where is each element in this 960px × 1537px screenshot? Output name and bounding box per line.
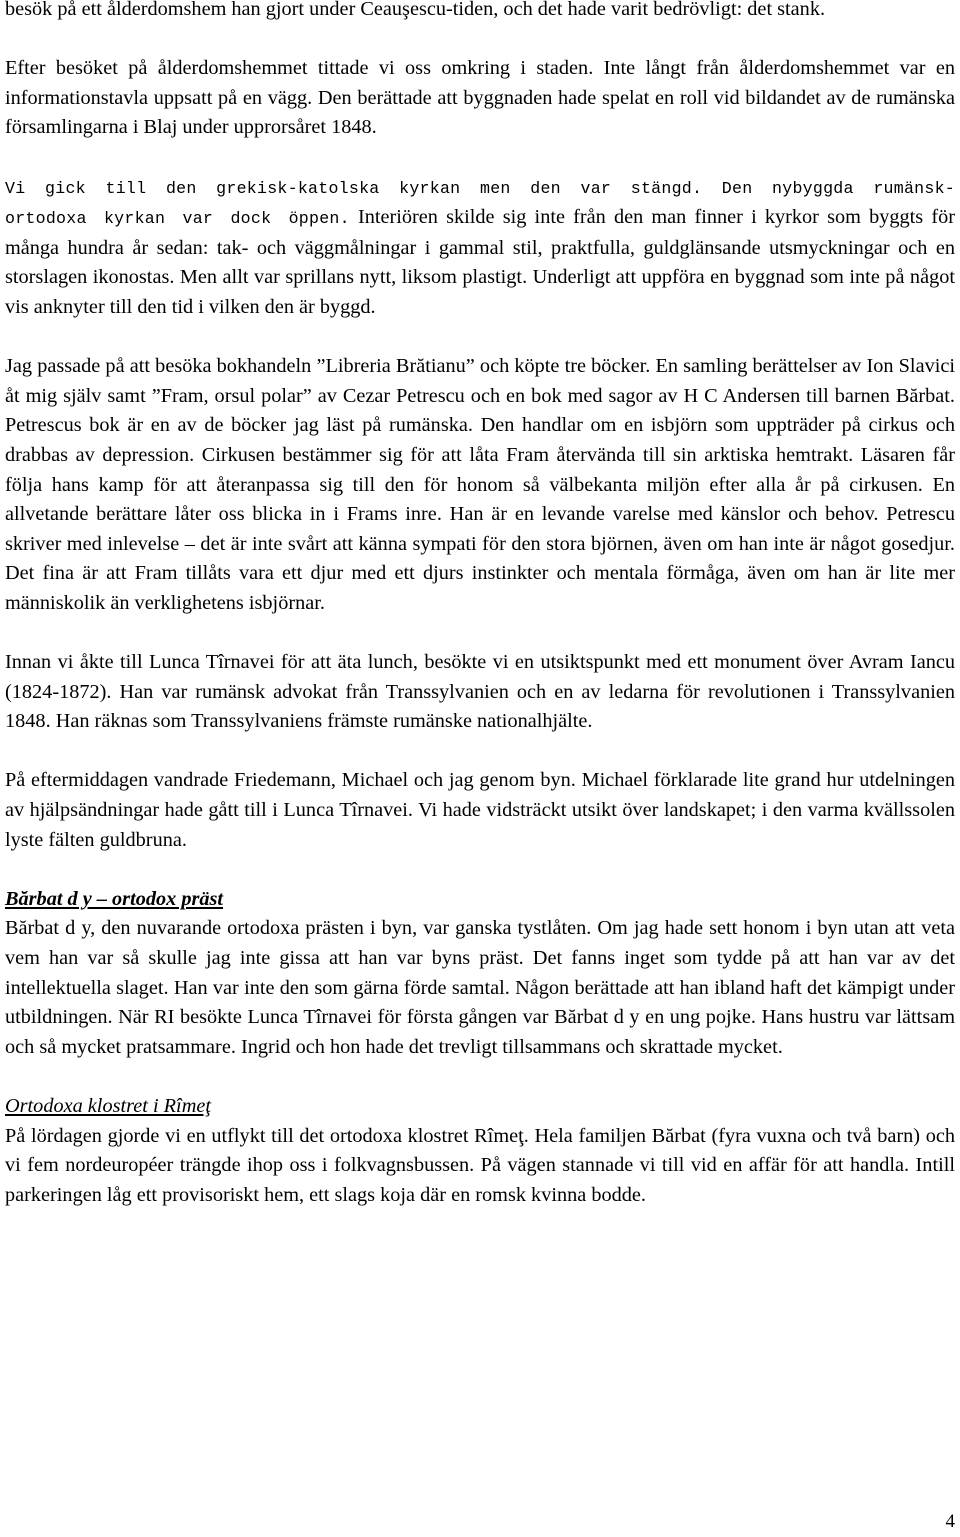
page-number: 4	[945, 1511, 955, 1532]
paragraph-churches-lead: Vi gick till den grekisk-katolska kyrkan men den var stängd. Den nybyggda rumänsk-ortodoxa kyrkan var dock öppen.	[5, 178, 955, 229]
paragraph-bookshop: Jag passade på att besöka bokhandeln ”Libreria Brătianu” och köpte tre böcker. En samling berättelser av Ion Slavici åt mig själv samt ”Fram, orsul polar” av Cezar Petrescu och en bok med sagor av H C Andersen till barnen Bărbat. Petrescus bok är en av de böcker jag läst på rumänska. Den handlar om en isbjörn som uppträder på cirkus och drabbas av depression. Cirkusen bestämmer sig för att låta Fram återvända till sin arktiska hemtrakt. Läsaren får följa hans kamp för att återanpassa sig till den för honom så välbekanta miljön efter alla år på cirkusen. En allvetande berättare låter oss blicka in i Frams inre. Han är en levande varelse med känslor och behov. Petrescu skriver med inlevelse – det är inte svårt att känna sympati för den stora björnen, även om han inte är något gosedjur. Det fina är att Fram tillåts vara ett djur med ett djurs instinkter och mentala förmåga, även om han är lite mer människolik än verklighetens isbjörnar.	[5, 355, 955, 614]
section-heading-priest: Bărbat d y – ortodox präst	[5, 887, 224, 910]
paragraph-elderly-home: besök på ett ålderdomshem han gjort under Ceauşescu-tiden, och det hade varit bedrövligt: det stank.	[5, 0, 826, 20]
paragraph-information-board: Efter besöket på ålderdomshemmet tittade vi oss omkring i staden. Inte långt från ålderdomshemmet var en informationstavla uppsatt på en vägg. Den berättade att byggnaden hade spelat en roll vid bildandet av de rumänska församlingarna i Blaj under upprorsåret 1848.	[5, 57, 955, 139]
paragraph-churches	[5, 173, 955, 323]
section-heading-monastery: Ortodoxa klostret i Rîmeţ	[5, 1094, 211, 1117]
paragraph-priest: Bărbat d y, den nuvarande ortodoxa prästen i byn, var ganska tystlåten. Om jag hade sett honom i byn utan att veta vem han var så skulle jag inte gissa att han var byns präst. Det fanns inget som tydde på att han var av det intellektuella slaget. Han var inte den som gärna förde samtal. Någon berättade att han ibland haft det kämpigt under utbildningen. När RI besökte Lunca Tîrnavei för första gången var Bărbat d y en ung pojke. Hans hustru var lättsam och så mycket pratsammare. Ingrid och hon hade det trevligt tillsammans och skrattade mycket.	[5, 917, 955, 1058]
paragraph-monastery: På lördagen gjorde vi en utflykt till det ortodoxa klostret Rîmeţ. Hela familjen Bărbat (fyra vuxna och två barn) och vi fem nordeuropéer trängde ihop oss i folkvagnsbussen. På vägen stannade vi till vid en affär för att handla. Intill parkeringen låg ett provisoriskt hem, ett slags koja där en romsk kvinna bodde.	[5, 1124, 955, 1206]
document-page	[5, 0, 955, 1210]
paragraph-churches-rest: Interiören skilde sig inte från den man finner i kyrkor som byggts för många hundra år sedan: tak- och väggmålningar i gammal stil, praktfulla, guldglänsande utsmyckningar och en storslagen ikonostas. Men allt var sprillans nytt, liksom plastigt. Underligt att uppföra en byggnad som inte på något vis anknyter till den tid i vilken den är byggd.	[5, 206, 955, 318]
paragraph-afternoon-walk: På eftermiddagen vandrade Friedemann, Michael och jag genom byn. Michael förklarade lite grand hur utdelningen av hjälpsändningar hade gått till i Lunca Tîrnavei. Vi hade vidsträckt utsikt över landskapet; i den varma kvällssolen lyste fälten guldbruna.	[5, 769, 955, 851]
paragraph-monument: Innan vi åkte till Lunca Tîrnavei för att äta lunch, besökte vi en utsiktspunkt med ett monument över Avram Iancu (1824-1872). Han var rumänsk advokat från Transsylvanien och en av ledarna för revolutionen i Transsylvanien 1848. Han räknas som Transsylvaniens främste rumänske nationalhjälte.	[5, 651, 955, 733]
